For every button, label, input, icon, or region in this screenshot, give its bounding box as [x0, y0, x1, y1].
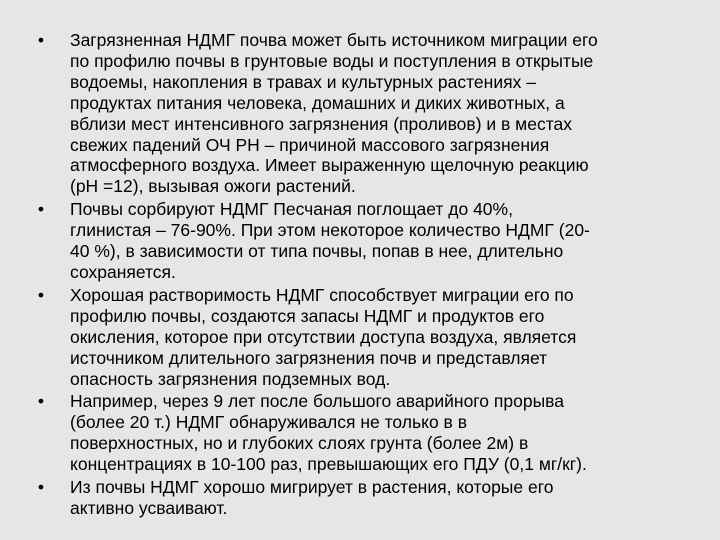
text-line: сохраняется.	[70, 261, 176, 282]
text-line: поверхностных, но и глубоких слоях грунта (более 2м) в	[70, 433, 529, 454]
bullet-item	[34, 199, 680, 283]
text-line: (pH =12), вызывая ожоги растений.	[70, 176, 356, 197]
text-line: Загрязненная НДМГ почва может быть источником миграции его	[70, 30, 598, 50]
text-line: активно усваивают.	[70, 497, 228, 518]
text-line: 40 %), в зависимости от типа почвы, попав в нее, длительно	[70, 241, 564, 262]
bullet-icon: •	[37, 391, 45, 412]
text-line: профилю почвы, создаются запасы НДМГ и продуктов его	[70, 305, 545, 326]
text-line: продуктах питания человека, домашних и диких животных, а	[70, 92, 565, 113]
text-line: атмосферного воздуха. Имеет выраженную щелочную реакцию	[70, 155, 589, 176]
text-line: (более 20 т.) НДМГ обнаруживался не только в в	[70, 412, 468, 433]
bullet-item	[34, 285, 680, 390]
text-line: свежих падений ОЧ РН – причиной массового загрязнения	[70, 134, 550, 155]
text-line: водоемы, накопления в травах и культурных растениях –	[70, 71, 536, 92]
text-line: опасность загрязнения подземных вод.	[70, 368, 391, 389]
bullet-item	[34, 477, 680, 519]
bullet-icon: •	[37, 199, 45, 220]
bullet-item	[34, 391, 680, 475]
bullet-icon: •	[37, 30, 45, 50]
text-line: по профилю почвы в грунтовые воды и поступления в открытые	[70, 50, 594, 71]
bullet-icon: •	[37, 477, 45, 498]
text-line: источником длительного загрязнения почв и представляет	[70, 347, 548, 368]
text-line: Например, через 9 лет после большого аварийного прорыва	[70, 391, 564, 412]
bullet-list	[34, 30, 680, 519]
bullet-item	[34, 30, 680, 197]
text-line: вблизи мест интенсивного загрязнения (проливов) и в местах	[70, 113, 572, 134]
bullet-icon: •	[37, 284, 45, 305]
text-line: Из почвы НДМГ хорошо мигрирует в растения, которые его	[70, 477, 554, 498]
text-line: концентрациях в 10-100 раз, превышающих его ПДУ (0,1 мг/кг).	[70, 454, 587, 475]
text-line: Хорошая растворимость НДМГ способствует миграции его по	[70, 284, 574, 305]
text-line: Почвы сорбируют НДМГ Песчаная поглощает до 40%,	[70, 199, 513, 220]
text-line: окисления, которое при отсутствии доступа воздуха, является	[70, 326, 577, 347]
text-line: глинистая – 76-90%. При этом некоторое количество НДМГ (20-	[70, 220, 590, 241]
